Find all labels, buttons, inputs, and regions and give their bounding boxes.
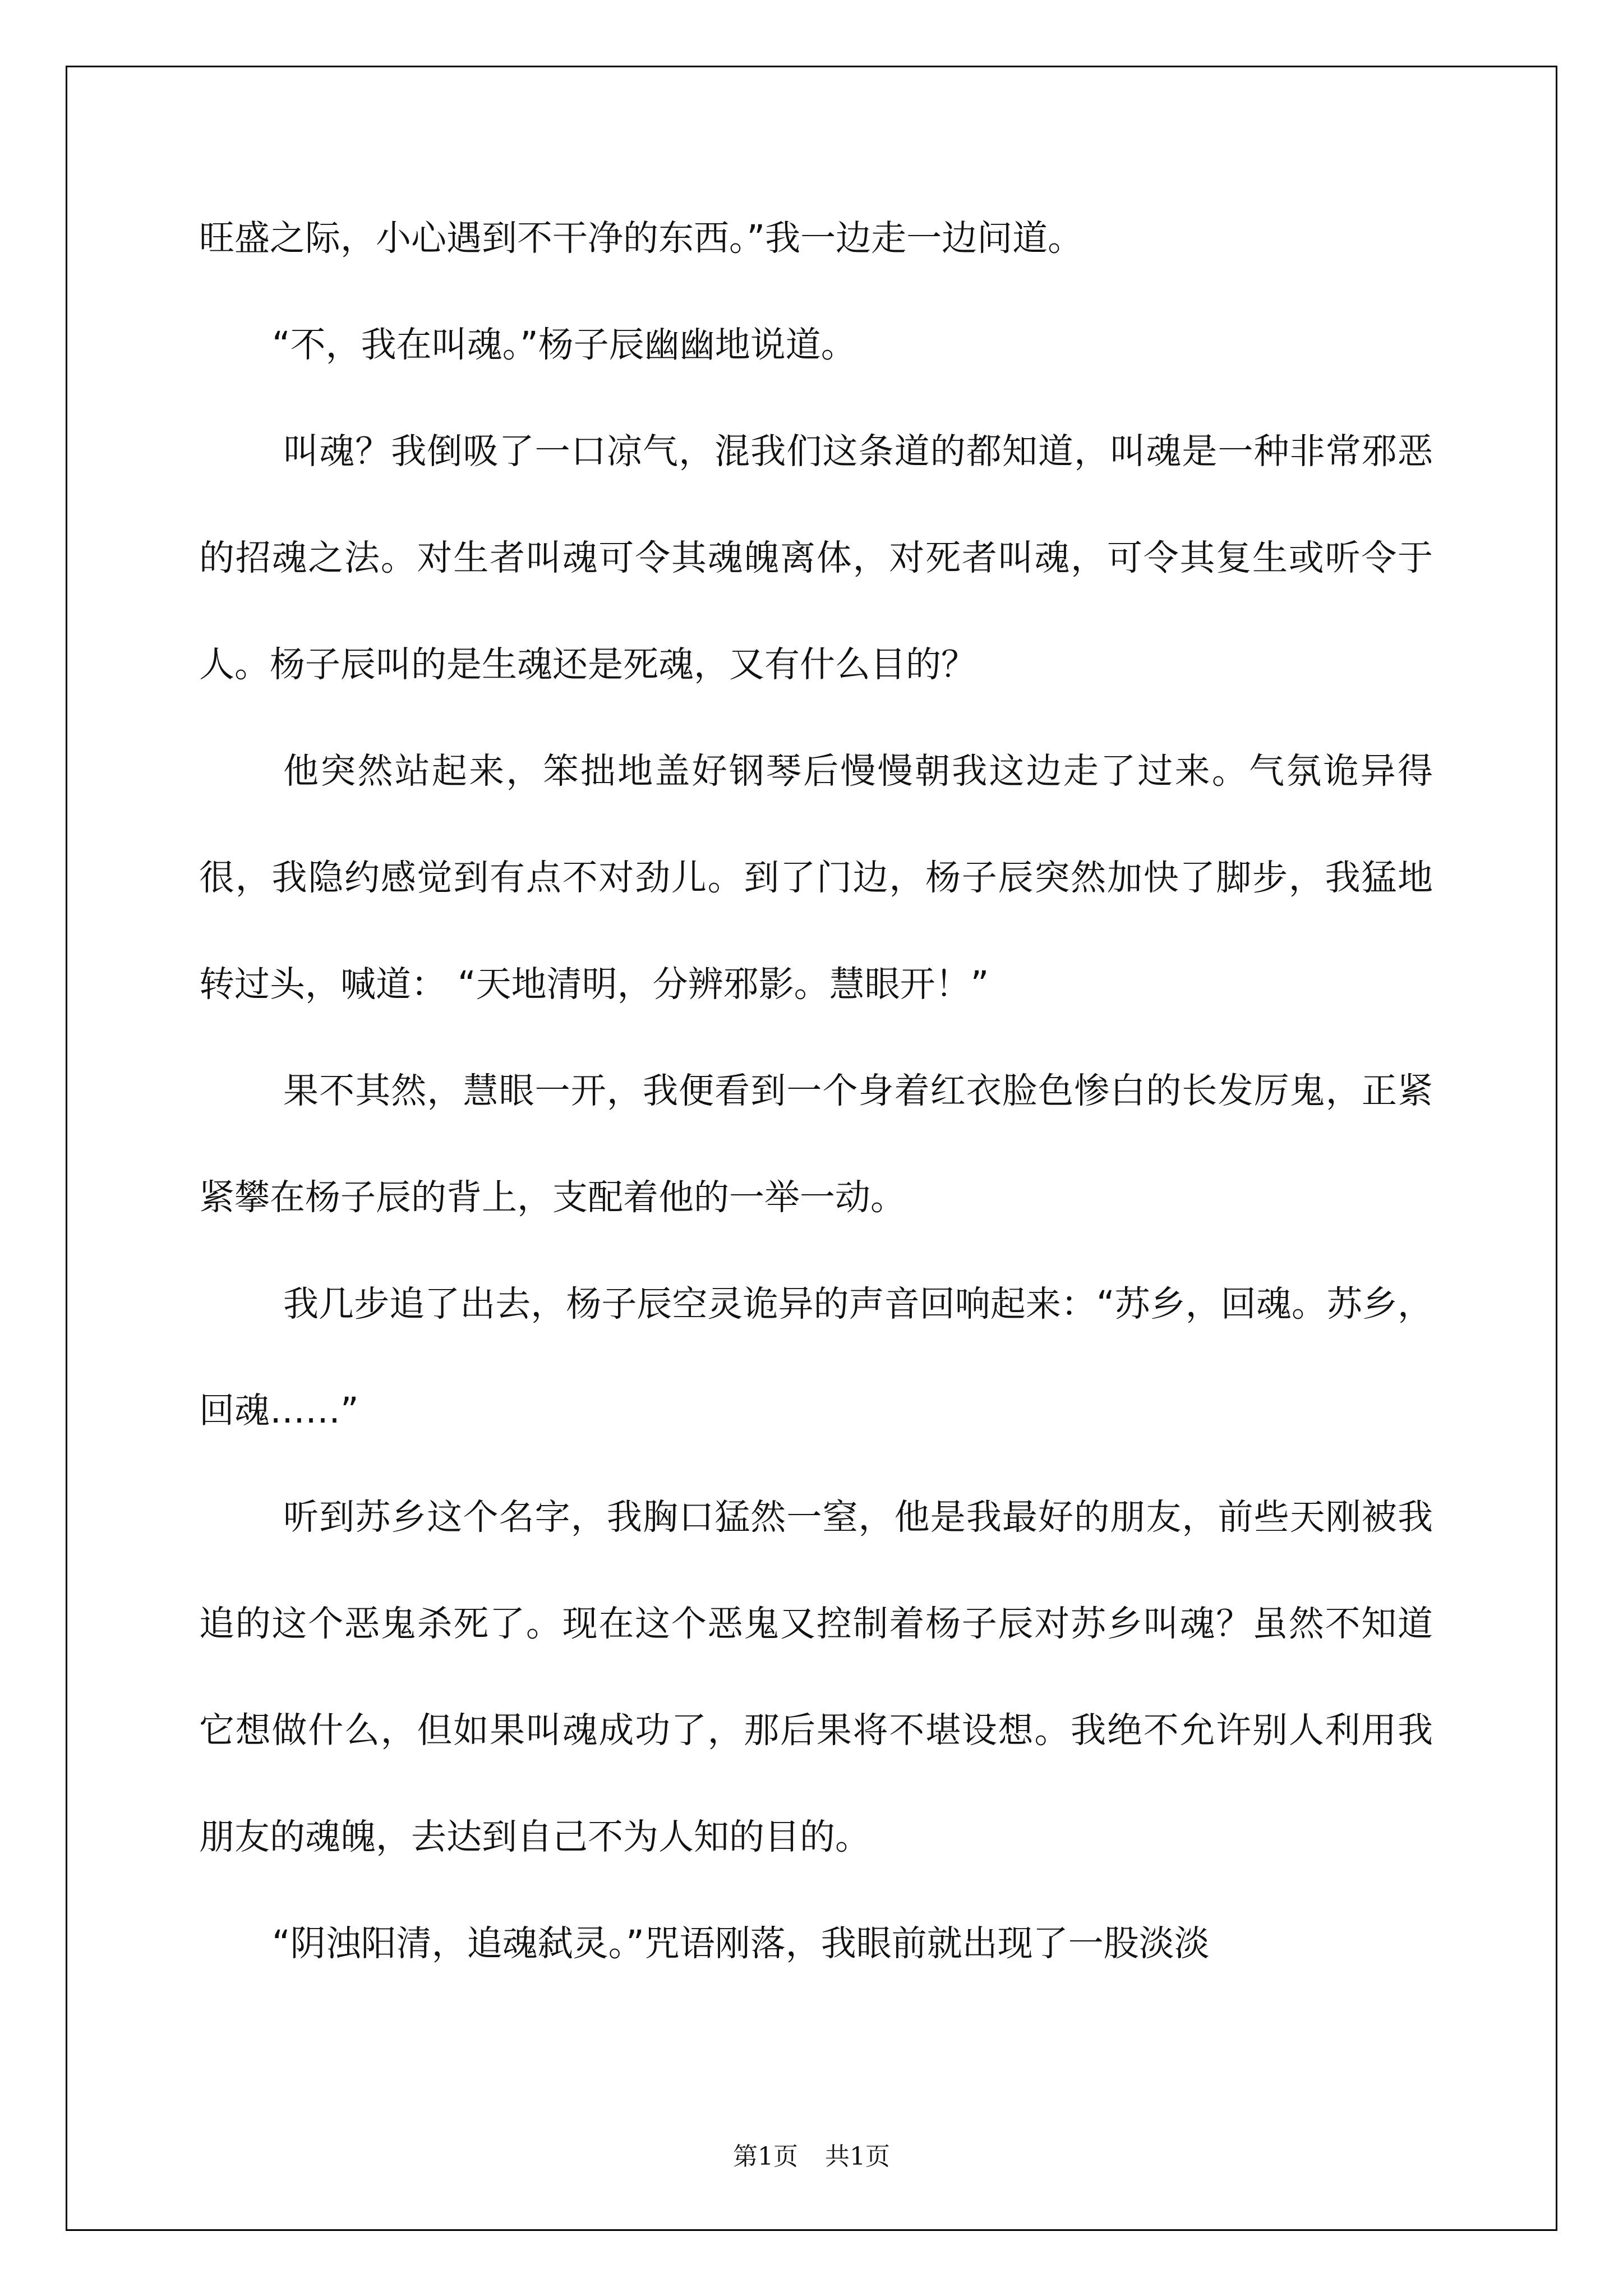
paragraph: 他突然站起来，笨拙地盖好钢琴后慢慢朝我这边走了过来。气氛诡异得很，我隐约感觉到有点不对劲儿。到了门边，杨子辰突然加快了脚步，我猛地转过头，喊道： “天地清明，分辨邪影。慧眼开！” — [199, 751, 1433, 1005]
paragraph: “阴浊阳清，追魂弑灵。”咒语刚落，我眼前就出现了一股淡淡 — [272, 1923, 1210, 1964]
paragraph: 叫魂？我倒吸了一口凉气，混我们这条道的都知道，叫魂是一种非常邪恶的招魂之法。对生者叫魂可令其魂魄离体，对死者叫魂，可令其复生或听令于人。杨子辰叫的是生魂还是死魂，又有什么目的？ — [199, 431, 1433, 685]
page-footer — [0, 2136, 1623, 2172]
page-total: 共1页 — [825, 2142, 890, 2171]
paragraph: 旺盛之际，小心遇到不干净的东西。”我一边走一边问道。 — [199, 218, 1083, 259]
document-body — [199, 185, 1433, 1997]
paragraph: 听到苏乡这个名字，我胸口猛然一窒，他是我最好的朋友，前些天刚被我追的这个恶鬼杀死了。现在这个恶鬼又控制着杨子辰对苏乡叫魂？虽然不知道它想做什么，但如果叫魂成功了，那后果将不堪设想。我绝不允许别人利用我朋友的魂魄，去达到自己不为人知的目的。 — [199, 1497, 1433, 1857]
paragraph: “不，我在叫魂。”杨子辰幽幽地说道。 — [272, 324, 856, 365]
paragraph: 果不其然，慧眼一开，我便看到一个身着红衣脸色惨白的长发厉鬼，正紧紧攀在杨子辰的背上，支配着他的一举一动。 — [199, 1070, 1433, 1218]
page-number: 第1页 — [733, 2142, 798, 2171]
paragraph: 我几步追了出去，杨子辰空灵诡异的声音回响起来：“苏乡，回魂。苏乡，回魂……” — [199, 1283, 1433, 1431]
